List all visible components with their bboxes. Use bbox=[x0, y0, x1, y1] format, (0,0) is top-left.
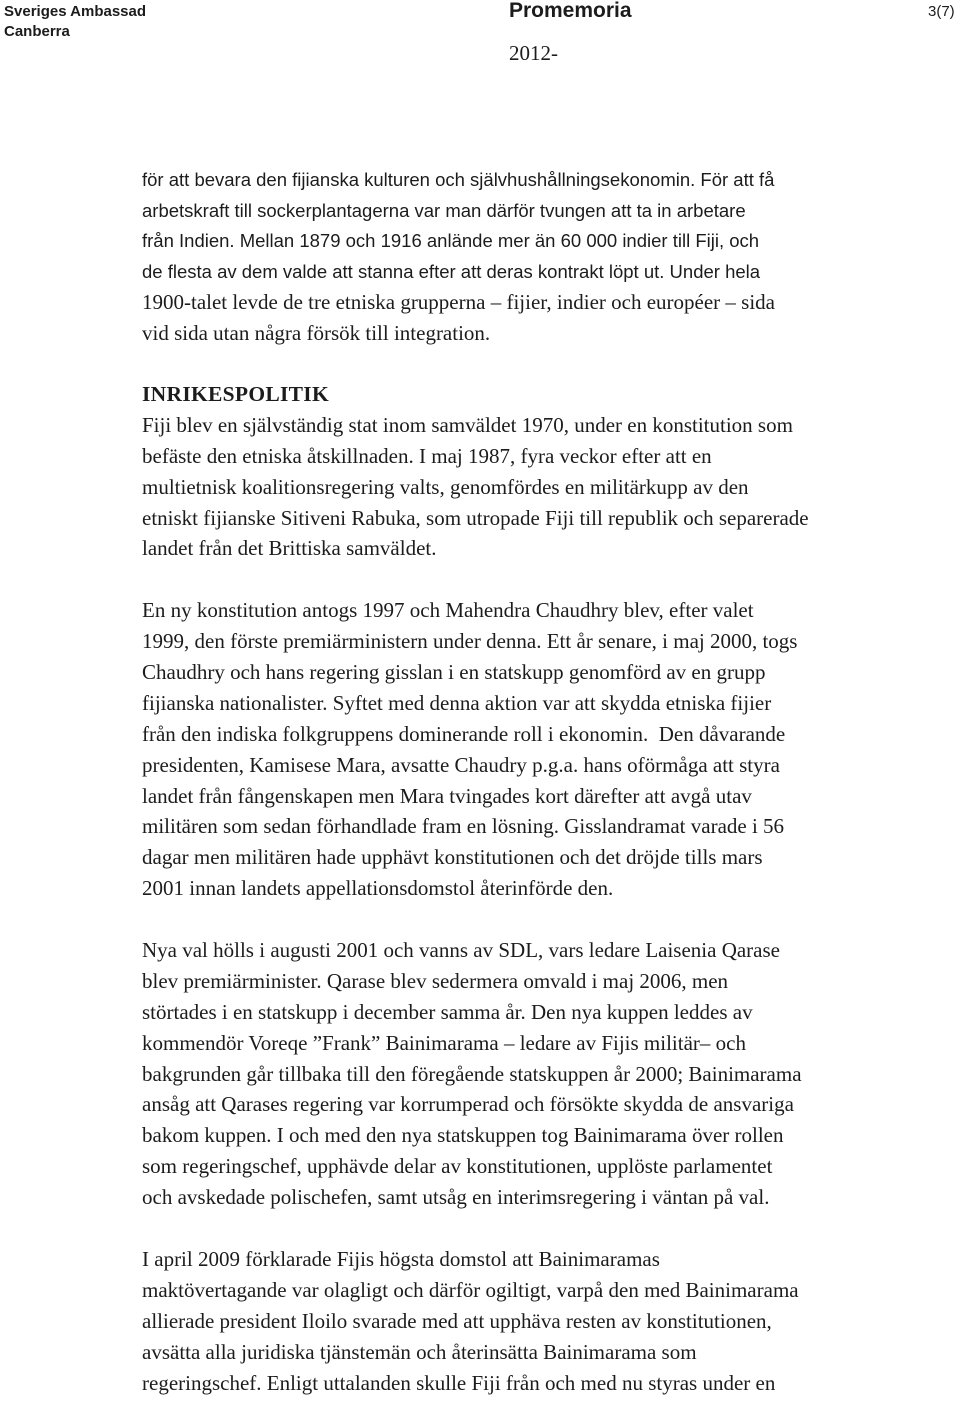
text-line: landet från det Brittiska samväldet. bbox=[142, 536, 437, 561]
text-line: regeringschef. Enligt uttalanden skulle Fiji från och med nu styras under en bbox=[142, 1370, 776, 1395]
text-line: ansåg att Qarases regering var korrumperad och försökte skydda de ansvariga bbox=[142, 1092, 794, 1117]
text-line: I april 2009 förklarade Fijis högsta domstol att Bainimaramas bbox=[142, 1246, 660, 1271]
text-line: som regeringschef, upphävde delar av konstitutionen, upplöste parlamentet bbox=[142, 1154, 773, 1179]
text-line: 2001 innan landets appellationsdomstol återinförde den. bbox=[142, 876, 614, 901]
text-line: befäste den etniska åtskillnaden. I maj 1987, fyra veckor efter att en bbox=[142, 443, 712, 468]
text-line: arbetskraft till sockerplantagerna var man därför tvungen att ta in arbetare bbox=[142, 199, 746, 221]
text-line: de flesta av dem valde att stanna efter att deras kontrakt löpt ut. Under hela bbox=[142, 260, 761, 282]
text-line: etniskt fijianske Sitiveni Rabuka, som utropade Fiji till republik och separerade bbox=[142, 505, 809, 530]
text-line: bakgrunden går tillbaka till den föregående statskuppen år 2000; Bainimarama bbox=[142, 1061, 802, 1086]
text-line: multietnisk koalitionsregering valts, genomfördes en militärkupp av den bbox=[142, 474, 749, 499]
text-line: maktövertagande var olagligt och därför ogiltigt, varpå den med Bainimarama bbox=[142, 1277, 799, 1302]
text-line: dagar men militären hade upphävt konstitutionen och det dröjde tills mars bbox=[142, 845, 763, 870]
document-type: Promemoria bbox=[509, 0, 632, 22]
text-line: En ny konstitution antogs 1997 och Mahendra Chaudhry blev, efter valet bbox=[142, 598, 754, 623]
text-line: blev premiärminister. Qarase blev sedermera omvald i maj 2006, men bbox=[142, 968, 729, 993]
section-inrikespolitik bbox=[142, 379, 942, 1398]
page-number: 3(7) bbox=[928, 3, 955, 20]
paragraph bbox=[142, 595, 942, 904]
text-line: presidenten, Kamisese Mara, avsatte Chaudry p.g.a. hans oförmåga att styra bbox=[142, 752, 780, 777]
text-line: landet från fångenskapen men Mara tvingades kort därefter att avgå utav bbox=[142, 783, 752, 808]
text-line: 1900-talet levde de tre etniska grupperna – fijier, indier och européer – sida bbox=[142, 290, 775, 315]
text-line: Fiji blev en självständig stat inom samväldet 1970, under en konstitution som bbox=[142, 412, 793, 437]
text-line: från Indien. Mellan 1879 och 1916 anlände mer än 60 000 indier till Fiji, och bbox=[142, 230, 760, 252]
text-line: allierade president Iloilo svarade med att upphäva resten av konstitutionen, bbox=[142, 1308, 772, 1333]
text-line: kommendör Voreqe ”Frank” Bainimarama – ledare av Fijis militär– och bbox=[142, 1030, 746, 1055]
intro-paragraph bbox=[142, 165, 942, 349]
text-line: vid sida utan några försök till integration. bbox=[142, 320, 491, 345]
text-line: 1999, den förste premiärministern under denna. Ett år senare, i maj 2000, togs bbox=[142, 629, 798, 654]
sender-city: Canberra bbox=[4, 23, 70, 40]
text-line: Nya val hölls i augusti 2001 och vanns av SDL, vars ledare Laisenia Qarase bbox=[142, 938, 780, 963]
text-line: militären som sedan förhandlade fram en lösning. Gisslandramat varade i 56 bbox=[142, 814, 785, 839]
paragraph bbox=[142, 935, 942, 1213]
text-line: bakom kuppen. I och med den nya statskuppen tog Bainimarama över rollen bbox=[142, 1123, 784, 1148]
document-date: 2012- bbox=[509, 41, 558, 65]
text-line: avsätta alla juridiska tjänstemän och återinsätta Bainimarama som bbox=[142, 1339, 697, 1364]
text-line: för att bevara den fijianska kulturen och självhushållningsekonomin. För att få bbox=[142, 169, 775, 190]
paragraph bbox=[142, 1244, 942, 1398]
text-line: fijianska nationalister. Syftet med denna aktion var att skydda etniska fijier bbox=[142, 690, 772, 715]
text-line: från den indiska folkgruppens dominerande roll i ekonomin. Den dåvarande bbox=[142, 721, 786, 746]
section-heading: INRIKESPOLITIK bbox=[142, 382, 330, 406]
text-line: Chaudhry och hans regering gisslan i en statskupp genomförd av en grupp bbox=[142, 660, 766, 685]
text-line: störtades i en statskupp i december samma år. Den nya kuppen leddes av bbox=[142, 999, 753, 1024]
paragraph bbox=[142, 410, 942, 564]
text-line: och avskedade polischefen, samt utsåg en interimsregering i väntan på val. bbox=[142, 1185, 770, 1210]
sender-organization: Sveriges Ambassad bbox=[4, 3, 147, 20]
